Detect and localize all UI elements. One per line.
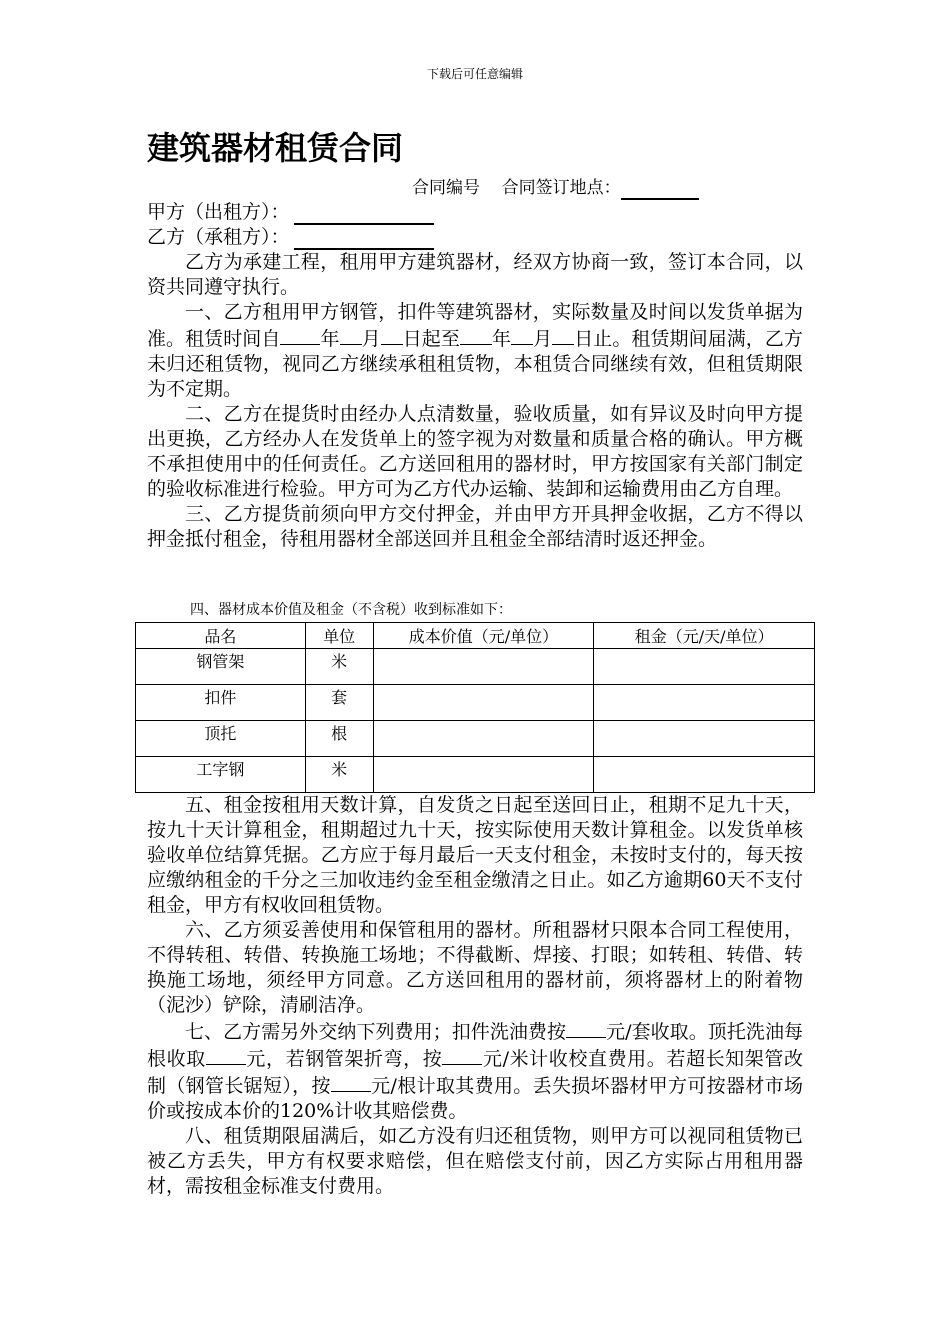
item-cost-cell: [373, 757, 594, 793]
header-name: 品名: [136, 623, 306, 649]
table-row: [136, 685, 815, 721]
item-name: 顶托: [136, 721, 306, 757]
fastener-wash-fee-blank: [566, 1018, 606, 1038]
item-rent-cell: [594, 757, 815, 793]
header-note: 下载后可任意编辑: [426, 67, 523, 81]
item-name: 扣件: [136, 685, 306, 721]
document-title: 建筑器材租赁合同: [147, 129, 404, 167]
contract-number-label: 合同编号: [412, 178, 480, 198]
contract-place-blank: [621, 180, 699, 200]
end-year-blank: [460, 325, 492, 345]
table-row: [136, 757, 815, 793]
contract-body-bottom: [147, 793, 803, 1199]
item-unit: 米: [305, 757, 373, 793]
item-unit: 米: [305, 649, 373, 685]
clause-3: 三、乙方提货前须向甲方交付押金，并由甲方开具押金收据，乙方不得以押金抵付租金，待租用器材全部送回并且租金全部结清时返还押金。: [147, 503, 803, 550]
intro-paragraph: 乙方为承建工程，租用甲方建筑器材，经双方协商一致，签订本合同，以资共同遵守执行。: [147, 251, 803, 298]
item-rent-cell: [594, 685, 815, 721]
party-a-line: [147, 200, 434, 225]
party-b-line: [147, 225, 434, 250]
cutting-fee-blank: [331, 1072, 371, 1092]
end-month-blank: [511, 325, 533, 345]
start-year-blank: [280, 325, 320, 345]
clause-2: 二、乙方在提货时由经办人点清数量，验收质量，如有异议及时向甲方提出更换，乙方经办人在发货单上的签字视为对数量和质量合格的确认。甲方概不承担使用中的任何责任。乙方送回租用的器材时，甲方按国家有关部门制定的验收标准进行检验。甲方可为乙方代办运输、装卸和运输费用由乙方自理。: [147, 403, 803, 500]
table-caption: 四、器材成本价值及租金（不含税）收到标准如下：: [190, 602, 512, 618]
header-rent: 租金（元/天/单位）: [594, 623, 815, 649]
straighten-fee-blank: [442, 1045, 482, 1065]
table-header-row: [136, 623, 815, 649]
party-b-label: 乙方（承租方）：: [147, 226, 290, 248]
rental-fee-table: [135, 622, 815, 793]
table-row: [136, 721, 815, 757]
item-unit: 根: [305, 721, 373, 757]
item-name: 钢管架: [136, 649, 306, 685]
contract-place-label: 合同签订地点：: [501, 178, 621, 198]
item-cost-cell: [373, 721, 594, 757]
party-b-blank: [294, 228, 434, 250]
contract-body-top: [147, 250, 803, 552]
item-rent-cell: [594, 721, 815, 757]
start-month-blank: [340, 325, 362, 345]
end-day-blank: [552, 325, 574, 345]
header-unit: 单位: [305, 623, 373, 649]
clause-8: 八、租赁期限届满后，如乙方没有归还租赁物，则甲方可以视同租赁物已被乙方丢失，甲方有权要求赔偿，但在赔偿支付前，因乙方实际占用租用器材，需按租金标准支付费用。: [147, 1125, 803, 1197]
jack-wash-fee-blank: [206, 1045, 246, 1065]
item-unit: 套: [305, 685, 373, 721]
party-a-label: 甲方（出租方）：: [147, 201, 290, 223]
clause-5: 五、租金按租用天数计算，自发货之日起至送回日止，租期不足九十天，按九十天计算租金，租期超过九十天，按实际使用天数计算租金。以发货单核验收单位结算凭据。乙方应于每月最后一天支付租金，未按时支付的，每天按应缴纳租金的千分之三加收违约金至租金缴清之日止。如乙方逾期60天不支付租金，甲方有权收回租赁物。: [147, 794, 803, 916]
clause-6: 六、乙方须妥善使用和保管租用的器材。所租器材只限本合同工程使用，不得转租、转借、转换施工场地；不得截断、焊接、打眼；如转租、转借、转换施工场地，须经甲方同意。乙方送回租用的器材前，须将器材上的附着物（泥沙）铲除，清刷洁净。: [147, 919, 803, 1016]
header-cost: 成本价值（元/单位）: [373, 623, 594, 649]
table-row: [136, 649, 815, 685]
item-cost-cell: [373, 685, 594, 721]
item-rent-cell: [594, 649, 815, 685]
item-cost-cell: [373, 649, 594, 685]
item-name: 工字钢: [136, 757, 306, 793]
contract-info-line: [412, 176, 699, 200]
clause-7: 七、乙方需另外交纳下列费用；扣件洗油费按 元/套收取。顶托洗油每根收取 元，若钢管架折弯，按 元/米计收校直费用。若超长知架管改制（钢管长锯短），按 元/根计取其费用。丢失损坏器材甲方可按器材市场价或按成本价的120%计收其赔偿费。: [147, 1018, 803, 1124]
start-day-blank: [381, 325, 403, 345]
party-a-blank: [294, 203, 434, 225]
clause-1: 一、乙方租用甲方钢管，扣件等建筑器材，实际数量及时间以发货单据为准。租赁时间自 年 月 日起至 年 月 日止。租赁期间届满，乙方未归还租赁物，视同乙方继续承租租赁物，本租赁合同继续有效，但租赁期限为不定期。: [147, 301, 803, 400]
